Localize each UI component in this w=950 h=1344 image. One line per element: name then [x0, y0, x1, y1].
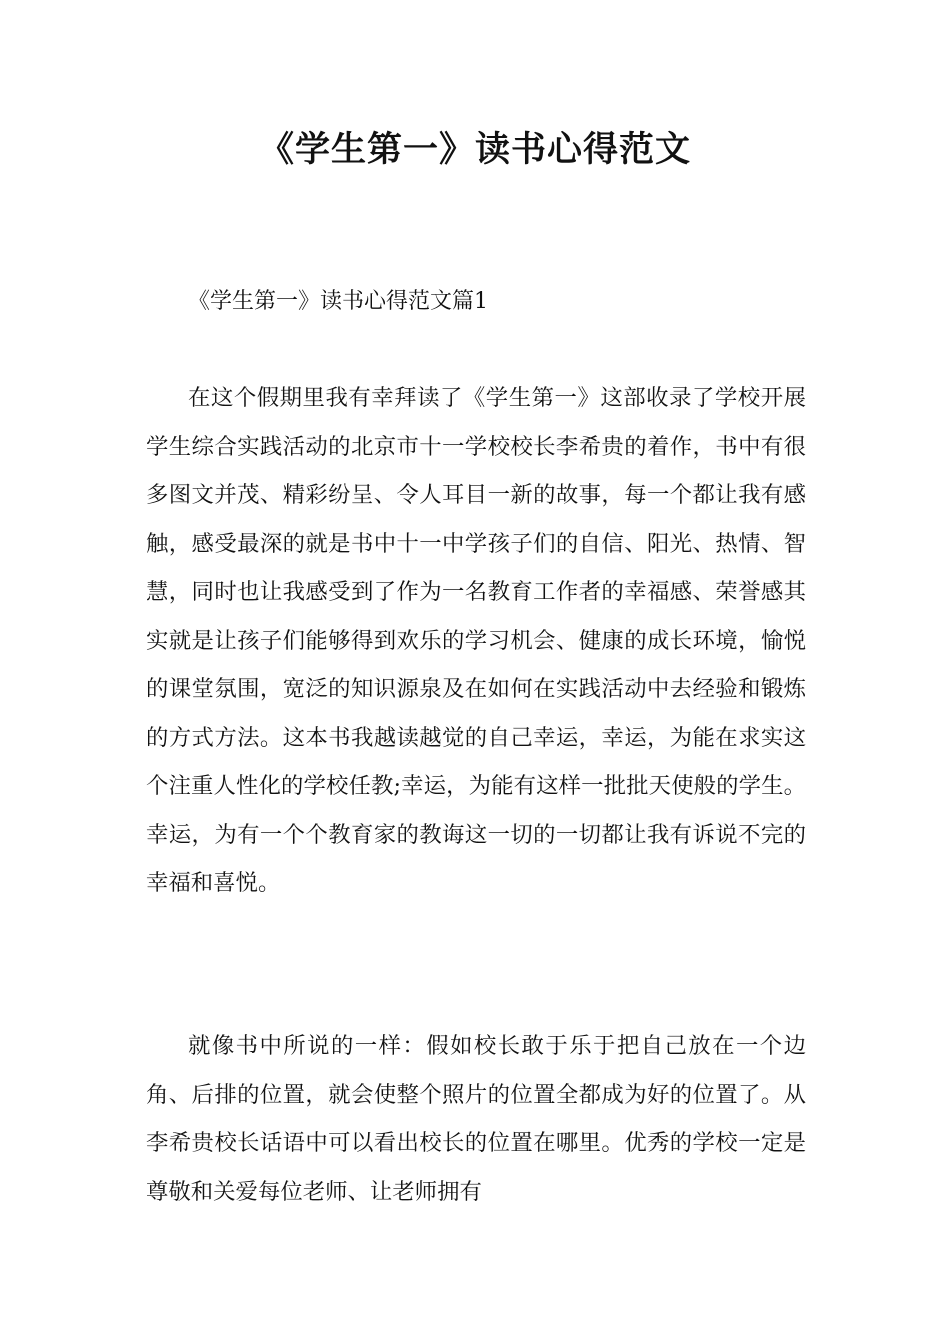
document-title: 《学生第一》读书心得范文 [258, 130, 691, 170]
body-paragraph-2: 就像书中所说的一样：假如校长敢于乐于把自己放在一个边角、后排的位置，就会使整个照片的位置全都成为好的位置了。从李希贵校长话语中可以看出校长的位置在哪里。优秀的学校一定是尊敬和关爱每位老师、让老师拥有 [146, 1033, 806, 1205]
section-heading: 《学生第一》读书心得范文篇1 [188, 289, 488, 314]
body-paragraph-1: 在这个假期里我有幸拜读了《学生第一》这部收录了学校开展学生综合实践活动的北京市十一学校校长李希贵的着作，书中有很多图文并茂、精彩纷呈、令人耳目一新的故事，每一个都让我有感触，感受最深的就是书中十一中学孩子们的自信、阳光、热情、智慧，同时也让我感受到了作为一名教育工作者的幸福感、荣誉感其实就是让孩子们能够得到欢乐的学习机会、健康的成长环境，愉悦的课堂氛围，宽泛的知识源泉及在如何在实践活动中去经验和锻炼的方式方法。这本书我越读越觉的自己幸运，幸运，为能在求实这个注重人性化的学校任教;幸运，为能有这样一批批天使般的学生。幸运，为有一个个教育家的教诲这一切的一切都让我有诉说不完的幸福和喜悦。 [146, 385, 806, 896]
